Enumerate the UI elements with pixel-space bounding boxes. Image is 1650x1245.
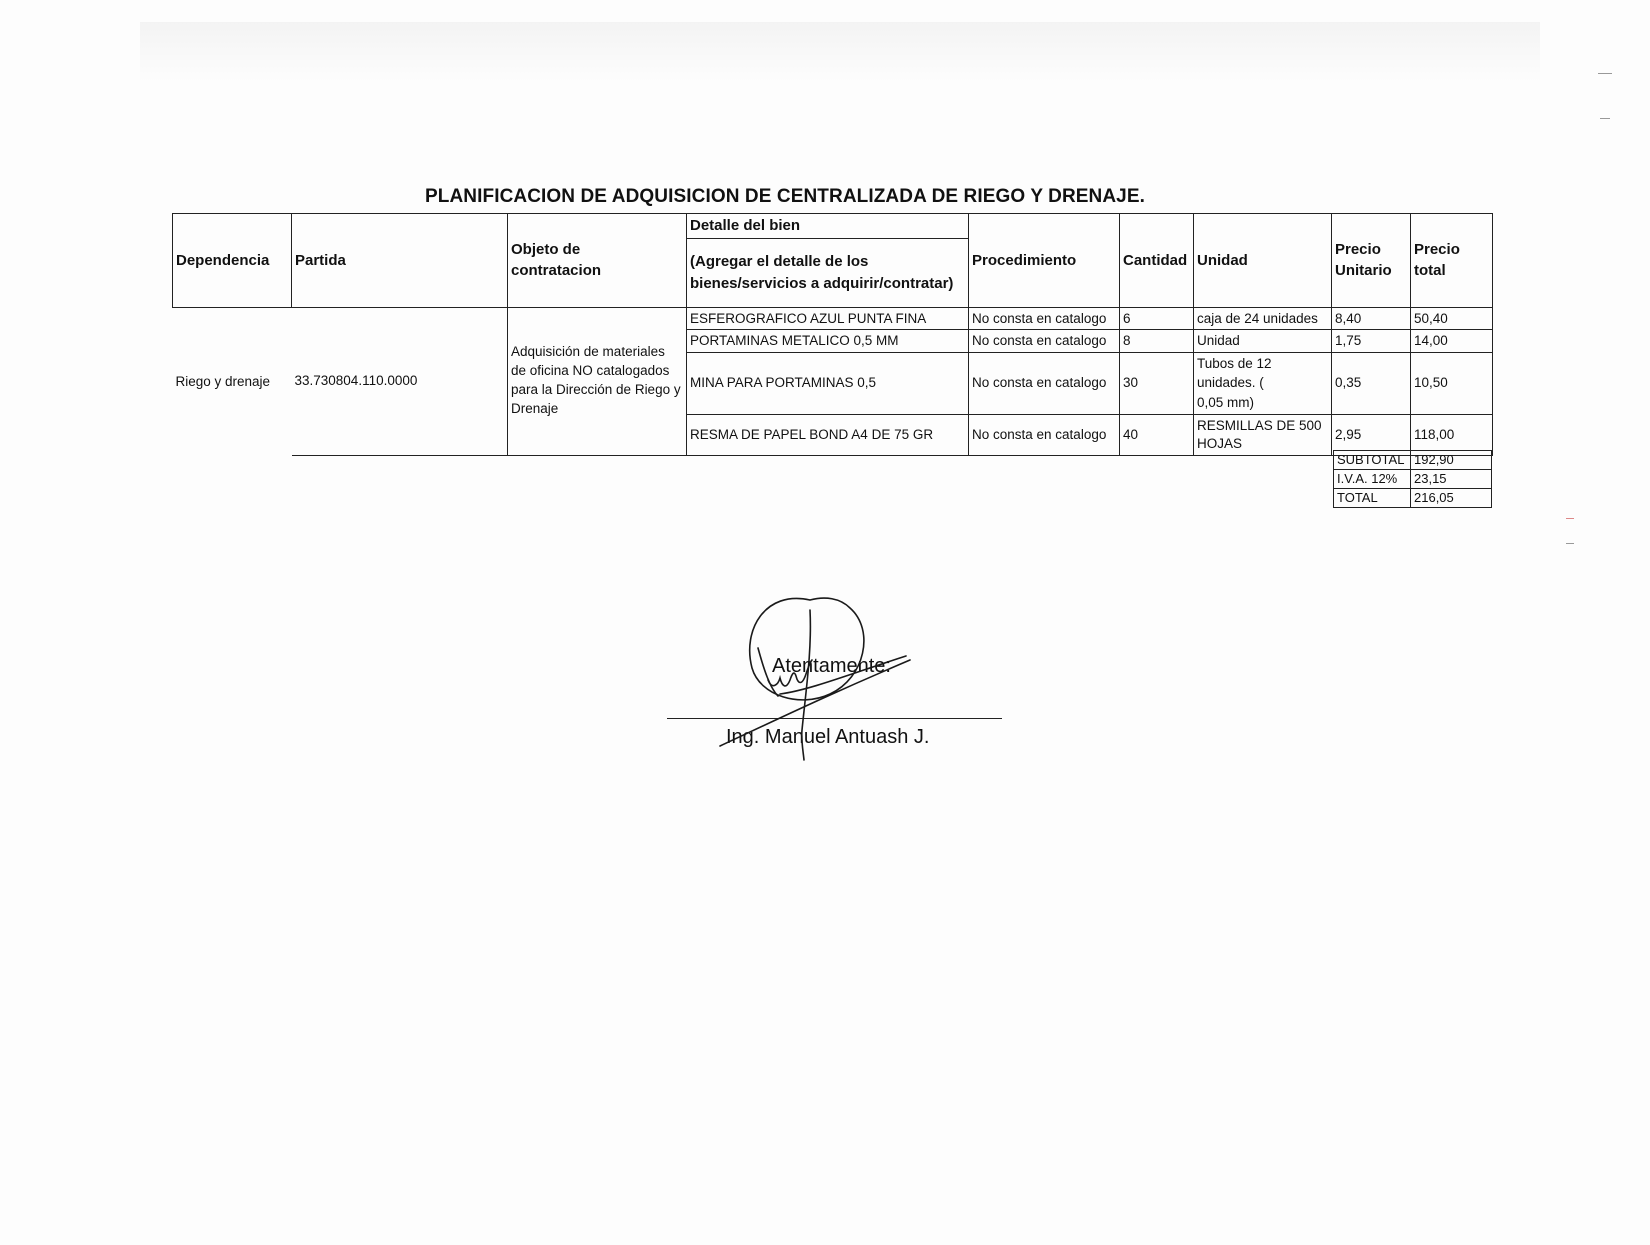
subtotal-label: SUBTOTAL bbox=[1334, 451, 1411, 470]
handwritten-signature-icon bbox=[660, 590, 1020, 770]
iva-value: 23,15 bbox=[1411, 470, 1492, 489]
cell-dependencia: Riego y drenaje bbox=[175, 373, 271, 389]
cell-unidad: caja de 24 unidades bbox=[1194, 307, 1332, 330]
header-precio-unitario: Precio Unitario bbox=[1332, 214, 1411, 308]
totals-row-iva bbox=[1334, 470, 1492, 489]
cell-objeto: Adquisición de materiales de oficina NO catalogados para la Dirección de Riego y Drenaje bbox=[508, 307, 687, 455]
closing-text: Atentamente: bbox=[772, 655, 891, 677]
cell-precio-total: 10,50 bbox=[1411, 352, 1493, 414]
cell-precio-unitario: 8,40 bbox=[1332, 307, 1411, 330]
procurement-table bbox=[172, 213, 1493, 456]
header-row bbox=[173, 214, 1493, 239]
scan-mark bbox=[1598, 73, 1612, 74]
scan-mark bbox=[1566, 518, 1574, 519]
document-title-text: PLANIFICACION DE ADQUISICION DE CENTRALIZADA DE RIEGO Y DRENAJE. bbox=[424, 186, 1145, 207]
total-label: TOTAL bbox=[1334, 489, 1411, 508]
header-partida: Partida bbox=[292, 214, 508, 308]
cell-procedimiento: No consta en catalogo bbox=[969, 414, 1120, 455]
iva-label: I.V.A. 12% bbox=[1334, 470, 1411, 489]
cell-detalle: ESFEROGRAFICO AZUL PUNTA FINA bbox=[687, 307, 969, 330]
header-unidad: Unidad bbox=[1194, 214, 1332, 308]
cell-procedimiento: No consta en catalogo bbox=[969, 307, 1120, 330]
cell-precio-total: 118,00 bbox=[1411, 414, 1493, 455]
header-cantidad: Cantidad bbox=[1120, 214, 1194, 308]
header-procedimiento: Procedimiento bbox=[969, 214, 1120, 308]
cell-precio-total: 50,40 bbox=[1411, 307, 1493, 330]
scan-shading bbox=[140, 22, 1540, 82]
table-row bbox=[173, 307, 1493, 330]
signer-name: Ing. Manuel Antuash J. bbox=[726, 726, 930, 748]
scan-mark bbox=[1566, 543, 1574, 544]
cell-detalle: PORTAMINAS METALICO 0,5 MM bbox=[687, 330, 969, 353]
totals-table bbox=[1333, 450, 1492, 508]
cell-precio-unitario: 0,35 bbox=[1332, 352, 1411, 414]
header-dependencia: Dependencia bbox=[173, 214, 292, 308]
totals-row-total bbox=[1334, 489, 1492, 508]
header-detalle-title: Detalle del bien bbox=[687, 214, 969, 239]
cell-precio-total: 14,00 bbox=[1411, 330, 1493, 353]
cell-cantidad: 6 bbox=[1120, 307, 1194, 330]
cell-cantidad: 8 bbox=[1120, 330, 1194, 353]
total-value: 216,05 bbox=[1411, 489, 1492, 508]
cell-detalle: RESMA DE PAPEL BOND A4 DE 75 GR bbox=[687, 414, 969, 455]
cell-procedimiento: No consta en catalogo bbox=[969, 352, 1120, 414]
header-detalle-sub: (Agregar el detalle de los bienes/servicios a adquirir/contratar) bbox=[687, 238, 969, 307]
cell-partida: 33.730804.110.0000 bbox=[292, 307, 508, 455]
header-precio-total: Precio total bbox=[1411, 214, 1493, 308]
totals-row-subtotal bbox=[1334, 451, 1492, 470]
cell-precio-unitario: 2,95 bbox=[1332, 414, 1411, 455]
cell-detalle: MINA PARA PORTAMINAS 0,5 bbox=[687, 352, 969, 414]
signature-block bbox=[660, 590, 1020, 770]
cell-unidad: Unidad bbox=[1194, 330, 1332, 353]
header-objeto: Objeto de contratacion bbox=[508, 214, 687, 308]
cell-cantidad: 40 bbox=[1120, 414, 1194, 455]
document-title bbox=[0, 186, 1650, 208]
cell-precio-unitario: 1,75 bbox=[1332, 330, 1411, 353]
cell-unidad: Tubos de 12 unidades. ( 0,05 mm) bbox=[1194, 352, 1332, 414]
subtotal-value: 192,90 bbox=[1411, 451, 1492, 470]
cell-unidad: RESMILLAS DE 500 HOJAS bbox=[1194, 414, 1332, 455]
scan-mark bbox=[1600, 118, 1610, 119]
cell-cantidad: 30 bbox=[1120, 352, 1194, 414]
cell-procedimiento: No consta en catalogo bbox=[969, 330, 1120, 353]
